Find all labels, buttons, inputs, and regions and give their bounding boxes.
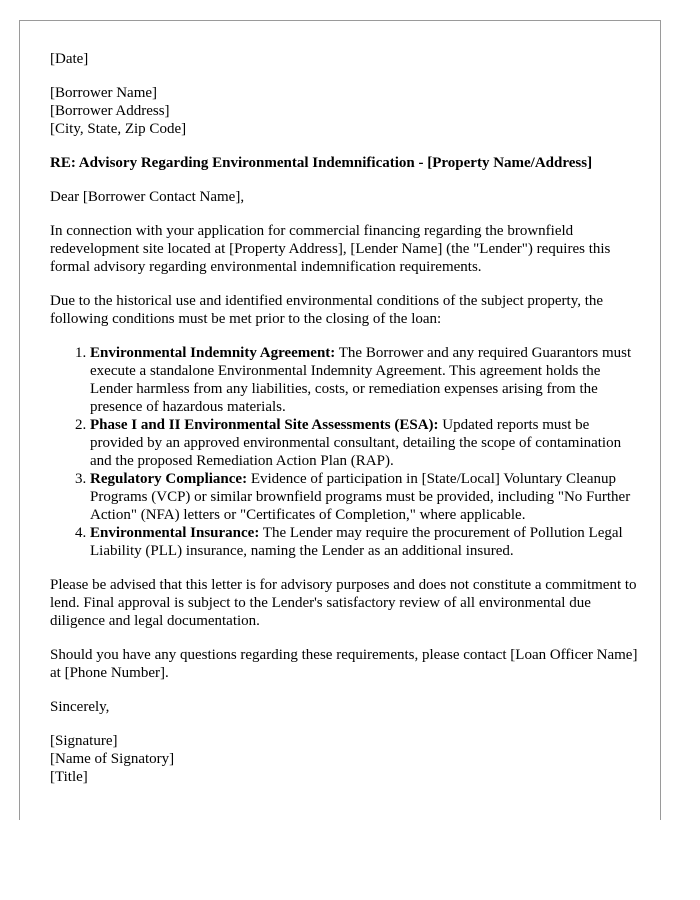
conditions-intro: Due to the historical use and identified environmental conditions of the subject property, the following conditions must be met prior to the closing of the loan: bbox=[50, 293, 604, 327]
letter-date: [Date] bbox=[50, 51, 89, 67]
signature-line: [Signature] bbox=[50, 733, 118, 749]
condition-item bbox=[90, 524, 640, 560]
recipient-block bbox=[50, 84, 640, 138]
condition-term: Environmental Indemnity Agreement: bbox=[90, 345, 336, 361]
contact-note: Should you have any questions regarding these requirements, please contact [Loan Officer Name] at [Phone Number]. bbox=[50, 647, 638, 681]
intro-paragraph: In connection with your application for commercial financing regarding the brownfield redevelopment site located at [Property Address], [Lender Name] (the "Lender") requires this formal advisory regarding environmental indemnification requirements. bbox=[50, 223, 611, 275]
recipient-name: [Borrower Name] bbox=[50, 85, 158, 101]
condition-item bbox=[90, 416, 640, 470]
salutation: Dear [Borrower Contact Name], bbox=[50, 189, 245, 205]
recipient-city-state-zip: [City, State, Zip Code] bbox=[50, 121, 187, 137]
condition-text: The Lender may require the procurement of Pollution Legal Liability (PLL) insurance, naming the Lender as an additional insured. bbox=[90, 525, 623, 559]
signature-block bbox=[50, 732, 640, 786]
signatory-name: [Name of Signatory] bbox=[50, 751, 175, 767]
condition-item bbox=[90, 470, 640, 524]
conditions-list bbox=[50, 344, 640, 560]
closing: Sincerely, bbox=[50, 699, 110, 715]
recipient-address: [Borrower Address] bbox=[50, 103, 170, 119]
condition-term: Environmental Insurance: bbox=[90, 525, 260, 541]
condition-text: Updated reports must be provided by an approved environmental consultant, detailing the scope of contamination and the proposed Remediation Action Plan (RAP). bbox=[90, 417, 622, 469]
condition-text: The Borrower and any required Guarantors must execute a standalone Environmental Indemnity Agreement. This agreement holds the Lender harmless from any liabilities, costs, or remediation expenses arising from the presence of hazardous materials. bbox=[90, 345, 632, 415]
condition-item bbox=[90, 344, 640, 416]
condition-text: Evidence of participation in [State/Local] Voluntary Cleanup Programs (VCP) or similar brownfield programs must be provided, including "No Further Action" (NFA) letters or "Certificates of Completion," where applicable. bbox=[90, 471, 631, 523]
condition-term: Regulatory Compliance: bbox=[90, 471, 248, 487]
advisory-note: Please be advised that this letter is for advisory purposes and does not constitute a commitment to lend. Final approval is subject to the Lender's satisfactory review of all environmental due diligence and legal documentation. bbox=[50, 577, 637, 629]
subject-line: RE: Advisory Regarding Environmental Indemnification - [Property Name/Address] bbox=[50, 155, 593, 171]
signatory-title: [Title] bbox=[50, 769, 88, 785]
letter-body bbox=[50, 50, 640, 786]
letter-page bbox=[19, 20, 661, 820]
condition-term: Phase I and II Environmental Site Assessments (ESA): bbox=[90, 417, 439, 433]
